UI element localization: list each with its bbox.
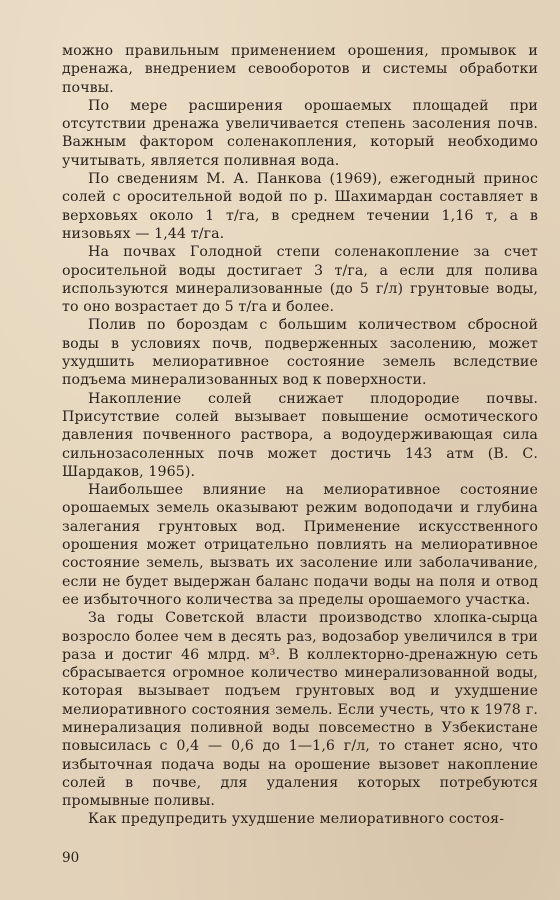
paragraph-1: можно правильным применением орошения, промывок и дренажа, внедрением севооборотов и системы обработки почвы. [62,43,538,96]
paragraph-9: Как предупредить ухудшение мелиоративного состоя- [88,811,505,828]
paragraph-7: Наибольшее влияние на мелиоративное состояние орошаемых земель оказывают режим водоподачи и глубина залегания грунтовых вод. Применение искусственного орошения может отрицательно повлиять на мелиоративное состояние земель, вызвать их засоление или заболачивание, если не будет выдержан баланс подачи воды на поля и отвод ее избыточного количества за пределы орошаемого участка. [62,482,538,608]
paragraph-3: По сведениям М. А. Панкова (1969), ежегодный принос солей с оросительной водой по р. Шахимардан составляет в верховьях около 1 т/га, в среднем течении 1,16 т, а в низовьях — 1,44 т/га. [62,171,538,242]
paragraph-5: Полив по бороздам с большим количеством сбросной воды в условиях почв, подверженных засолению, может ухудшить мелиоративное состояние земель вследствие подъема минерализованных вод к поверхности. [62,317,538,389]
page-number: 90 [62,850,80,866]
paragraph-8: За годы Советской власти производство хлопка-сырца возросло более чем в десять раз, водозабор увеличился в три раза и достиг 46 млрд. м³. В коллекторно-дренажную сеть сбрасывается огромное количество минерализованной воды, которая вызывает подъем грунтовых вод и ухудшение мелиоративного состояния земель. Если учесть, что к 1978 г. минерализация поливной воды повсеместно в Узбекистане повысилась с 0,4 — 0,6 до 1—1,6 г/л, то станет ясно, что избыточная подача воды на орошение вызовет накопление солей в почве, для удаления которых потребуются промывные поливы. [62,610,538,810]
paragraph-4: На почвах Голодной степи соленакопление за счет оросительной воды достигает 3 т/га, а если для полива используются минерализованные (до 5 г/л) грунтовые воды, то оно возрастает до 5 т/га и более. [62,244,538,316]
paragraph-2: По мере расширения орошаемых площадей при отсутствии дренажа увеличивается степень засоления почв. Важным фактором соленакопления, который необходимо учитывать, является поливная вода. [62,97,538,169]
paragraph-6: Накопление солей снижает плодородие почвы. Присутствие солей вызывает повышение осмотического давления почвенного раствора, а водоудерживающая сила сильнозасоленных почв может достичь 143 атм (В. С. Шардаков, 1965). [62,390,538,480]
body-text [62,42,538,829]
